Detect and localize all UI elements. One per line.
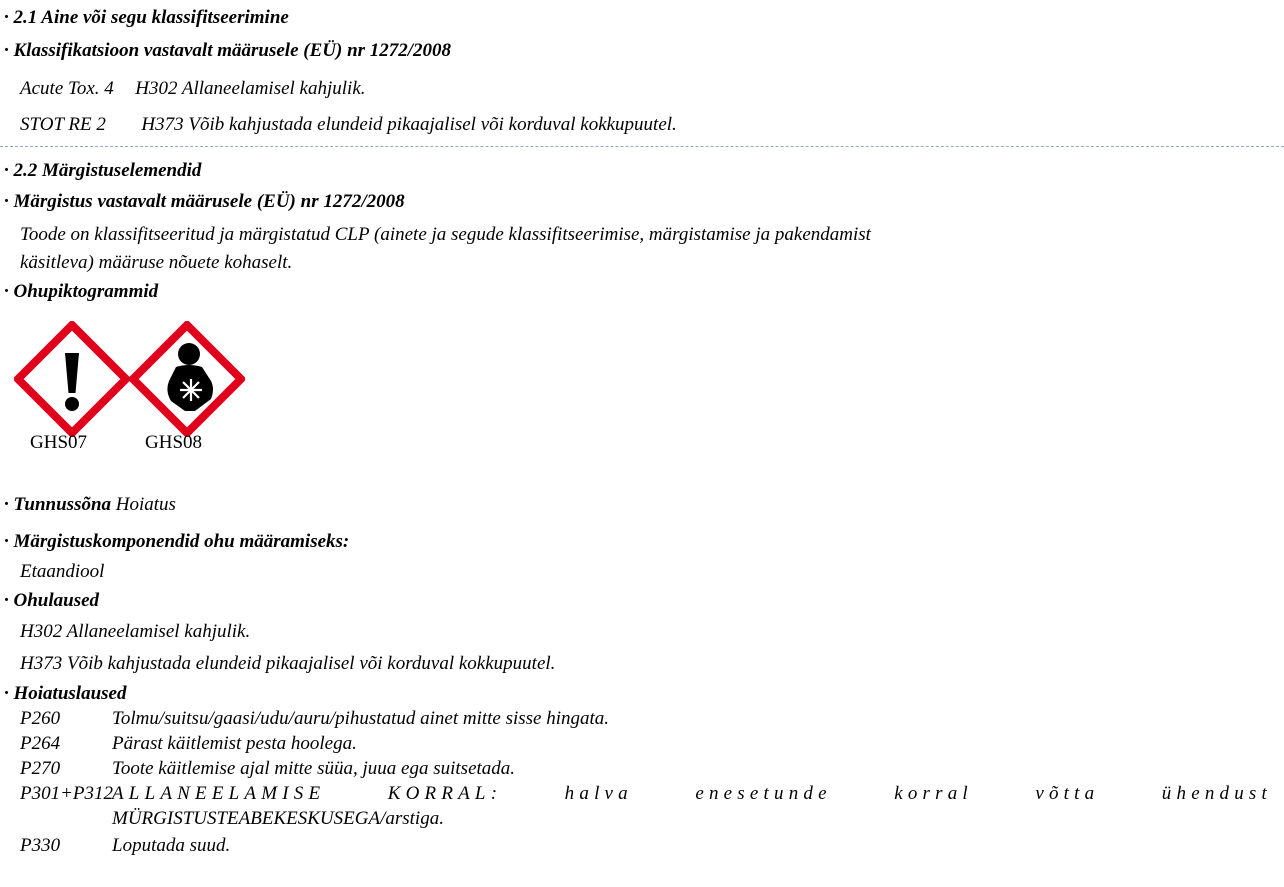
- section-divider: [0, 146, 1284, 147]
- hazard-statement: H302 Allaneelamisel kahjulik.: [20, 621, 251, 642]
- pictograms-heading: · Ohupiktogrammid: [4, 281, 159, 302]
- precaution-code: P264: [20, 733, 61, 754]
- section-2-2-heading: · 2.2 Märgistuselemendid: [4, 160, 202, 181]
- pictogram-code: GHS08: [145, 432, 203, 453]
- component-item: Etaandiool: [20, 561, 105, 582]
- precaution-text: Loputada suud.: [112, 835, 231, 856]
- classification-row: [20, 78, 366, 100]
- pictogram-code: GHS07: [30, 432, 88, 453]
- section-2-1-heading: · 2.1 Aine või segu klassifitseerimine: [4, 7, 289, 28]
- precaution-text: MÜRGISTUSTEABEKESKUSEGA/arstiga.: [112, 808, 444, 829]
- signal-word-label: · Tunnussõna: [4, 494, 112, 515]
- classification-row: [20, 114, 677, 136]
- signal-word-value: Hoiatus: [115, 494, 176, 515]
- signal-word-row: [4, 494, 176, 516]
- precautionary-statements-heading: · Hoiatuslaused: [4, 683, 127, 704]
- labelling-description-line: Toode on klassifitseeritud ja märgistatud CLP (ainete ja segude klassifitseerimise, märgistamise ja pakendamist: [20, 224, 871, 245]
- precaution-code: P301+P312: [20, 783, 114, 804]
- precaution-code: P330: [20, 835, 61, 856]
- hazard-statements-heading: · Ohulaused: [4, 590, 100, 611]
- precaution-text: Tolmu/suitsu/gaasi/udu/auru/pihustatud ainet mitte sisse hingata.: [112, 708, 610, 729]
- labelling-description-line: käsitleva) määruse nõuete kohaselt.: [20, 252, 293, 273]
- hazard-statement: H373 Võib kahjustada elundeid pikaajalisel või korduval kokkupuutel.: [20, 653, 556, 674]
- precaution-text: Pärast käitlemist pesta hoolega.: [112, 733, 357, 754]
- labelling-subheading: · Märgistus vastavalt määrusele (EÜ) nr 1272/2008: [4, 191, 405, 212]
- precaution-text: ALLANEELAMISE KORRAL: halva enesetunde korral võtta ühendust: [112, 783, 1272, 804]
- health-hazard-icon: [129, 321, 245, 437]
- components-heading: · Märgistuskomponendid ohu määramiseks:: [4, 531, 350, 552]
- classification-class: STOT RE 2: [20, 114, 106, 135]
- exclamation-mark-icon: [14, 321, 130, 437]
- classification-class: Acute Tox. 4: [20, 78, 114, 99]
- classification-subheading: · Klassifikatsioon vastavalt määrusele (EÜ) nr 1272/2008: [4, 40, 452, 61]
- classification-text: H302 Allaneelamisel kahjulik.: [135, 78, 366, 99]
- precaution-code: P260: [20, 708, 61, 729]
- precaution-code: P270: [20, 758, 61, 779]
- classification-text: H373 Võib kahjustada elundeid pikaajalisel või korduval kokkupuutel.: [141, 114, 677, 135]
- precaution-text: Toote käitlemise ajal mitte süüa, juua ega suitsetada.: [112, 758, 516, 779]
